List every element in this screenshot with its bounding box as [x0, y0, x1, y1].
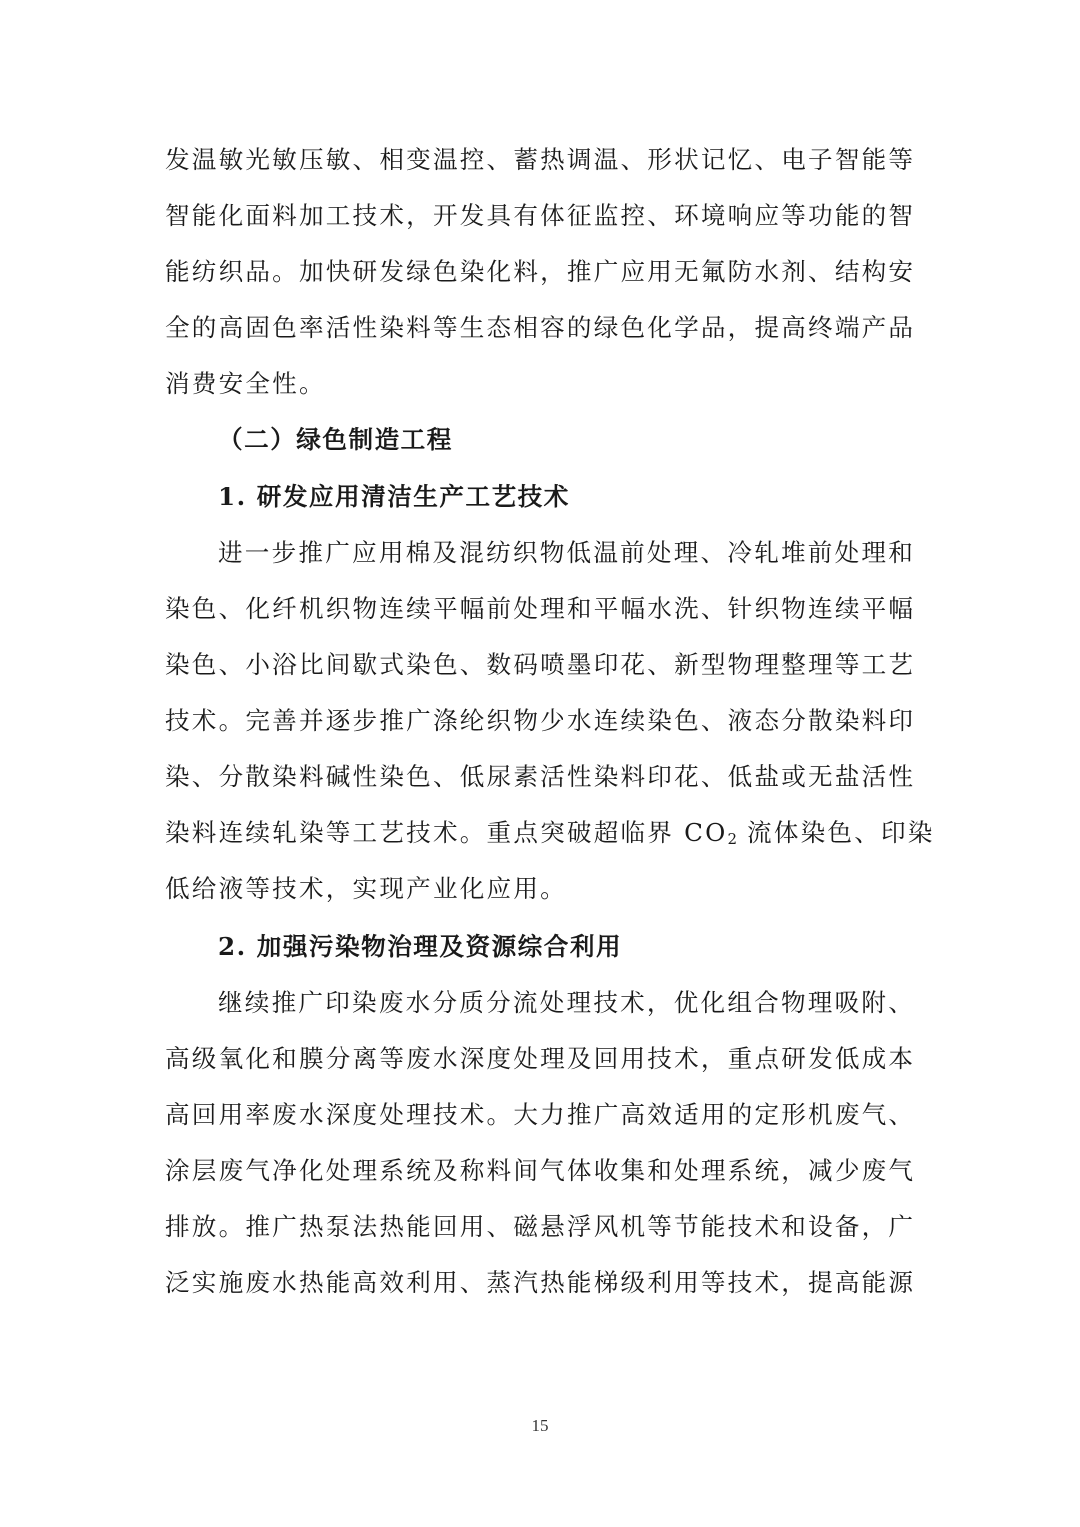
text-segment: 染料连续轧染等工艺技术。重点突破超临界 CO [165, 818, 728, 847]
subsection-heading-2: 2. 加强污染物治理及资源综合利用 [218, 932, 623, 961]
text-line: 涂层废气净化处理系统及称料间气体收集和处理系统，减少废气 [165, 1156, 916, 1185]
page-number: 15 [531, 1416, 549, 1435]
subscript-2: 2 [727, 830, 738, 848]
paragraph-first-line: 进一步推广应用棉及混纺织物低温前处理、冷轧堆前处理和 [218, 538, 915, 567]
text-line: 消费安全性。 [165, 369, 326, 398]
text-line: 高级氧化和膜分离等废水深度处理及回用技术，重点研发低成本 [165, 1044, 916, 1073]
text-line: 高回用率废水深度处理技术。大力推广高效适用的定形机废气、 [165, 1100, 916, 1129]
text-line-co2 [165, 813, 935, 853]
text-line: 排放。推广热泵法热能回用、磁悬浮风机等节能技术和设备，广 [165, 1212, 916, 1241]
text-line: 智能化面料加工技术，开发具有体征监控、环境响应等功能的智 [165, 201, 916, 230]
subsection-heading-1: 1. 研发应用清洁生产工艺技术 [218, 482, 570, 511]
section-heading: （二）绿色制造工程 [218, 425, 453, 454]
text-line: 全的高固色率活性染料等生态相容的绿色化学品，提高终端产品 [165, 313, 916, 342]
text-line: 染色、小浴比间歇式染色、数码喷墨印花、新型物理整理等工艺 [165, 650, 916, 679]
text-line: 染、分散染料碱性染色、低尿素活性染料印花、低盐或无盐活性 [165, 762, 916, 791]
text-line: 技术。完善并逐步推广涤纶织物少水连续染色、液态分散染料印 [165, 706, 916, 735]
text-line: 染色、化纤机织物连续平幅前处理和平幅水洗、针织物连续平幅 [165, 594, 916, 623]
text-line: 低给液等技术，实现产业化应用。 [165, 874, 567, 903]
text-line: 泛实施废水热能高效利用、蒸汽热能梯级利用等技术，提高能源 [165, 1268, 916, 1297]
text-line: 能纺织品。加快研发绿色染化料，推广应用无氟防水剂、结构安 [165, 257, 916, 286]
text-segment: 流体染色、印染 [737, 818, 935, 847]
text-line: 发温敏光敏压敏、相变温控、蓄热调温、形状记忆、电子智能等 [165, 145, 916, 174]
paragraph-first-line: 继续推广印染废水分质分流处理技术，优化组合物理吸附、 [218, 988, 915, 1017]
